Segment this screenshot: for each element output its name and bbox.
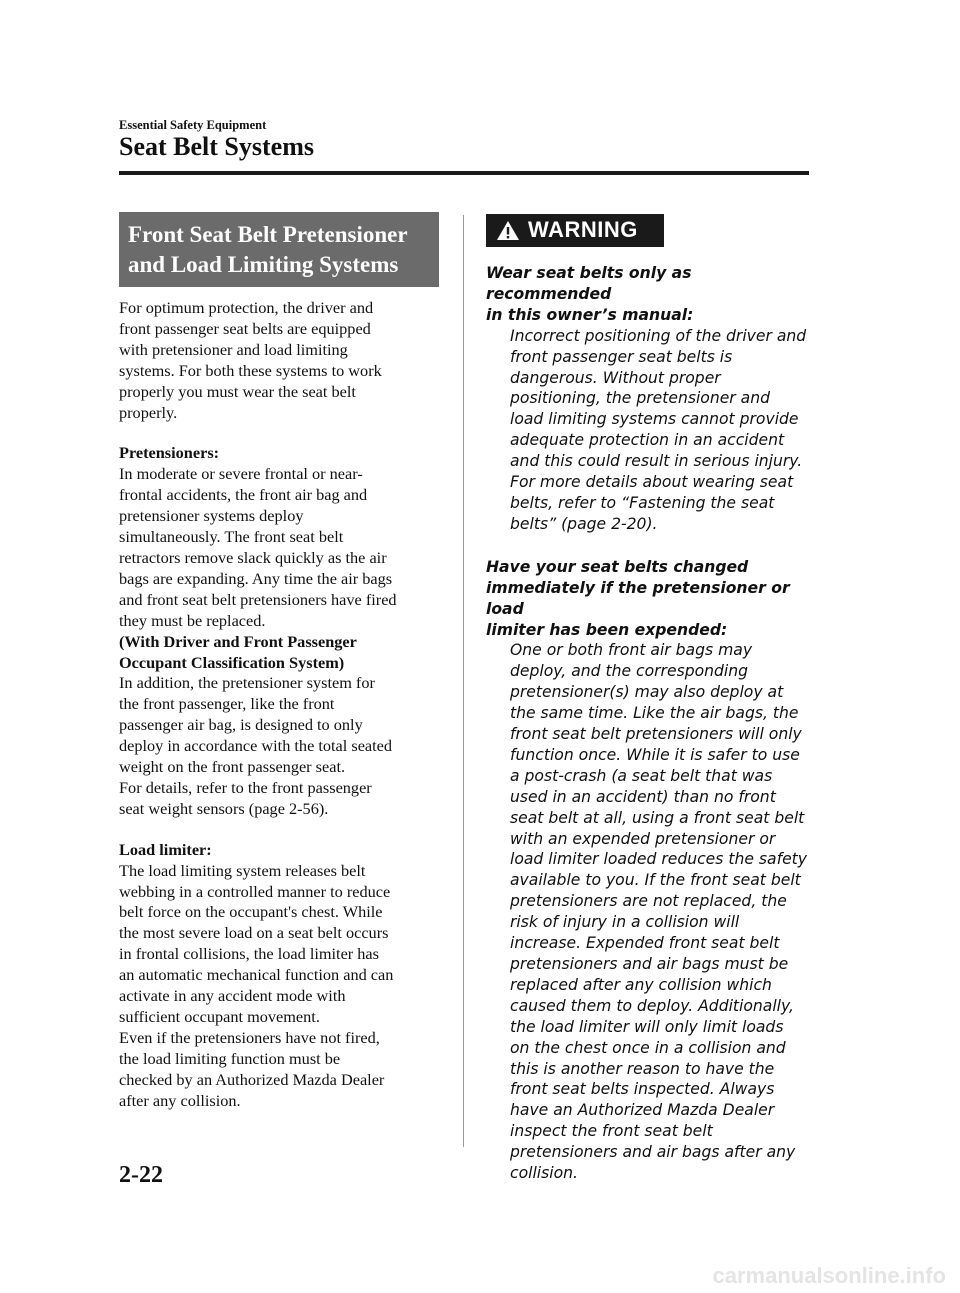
title-rule	[119, 171, 809, 175]
text-line: front passenger seat belts are equipped	[119, 318, 371, 338]
text-line: passenger air bag, is designed to only	[119, 715, 363, 735]
text-line: the most severe load on a seat belt occurs	[119, 923, 389, 943]
occupant-classification-heading: (With Driver and Front Passenger	[119, 631, 357, 651]
warning-text-line: the same time. Like the air bags, the	[510, 704, 799, 723]
text-line: webbing in a controlled manner to reduce	[119, 881, 391, 901]
text-line: seat weight sensors (page 2-56).	[119, 798, 329, 818]
warning-label: WARNING	[528, 217, 638, 243]
warning-badge	[486, 214, 664, 247]
column-divider	[463, 215, 464, 1147]
text-line: sufficient occupant movement.	[119, 1007, 320, 1026]
text-line: simultaneously. The front seat belt	[119, 527, 344, 547]
text-line: properly.	[119, 402, 178, 422]
warning-text-line: the load limiter will only limit loads	[510, 1017, 784, 1036]
warning-heading-line: Have your seat belts changed	[486, 557, 749, 576]
warning-text-line: increase. Expended front seat belt	[510, 934, 780, 953]
warning-text-line: used in an accident) than no front	[510, 787, 776, 806]
warning-text-line: deploy, and the corresponding	[510, 662, 749, 681]
warning-text-line: risk of injury in a collision will	[510, 913, 740, 932]
section-heading-line: and Load Limiting Systems	[128, 252, 399, 277]
text-line: an automatic mechanical function and can	[119, 965, 394, 985]
occupant-classification-heading: Occupant Classification System)	[119, 652, 345, 672]
load-limiter-heading: Load limiter:	[119, 839, 212, 859]
text-line: For details, refer to the front passenger	[119, 777, 372, 797]
text-line: deploy in accordance with the total seated	[119, 736, 393, 756]
warning-text-line: positioning, the pretensioner and	[510, 389, 771, 408]
warning-text-line: and this could result in serious injury.	[510, 452, 803, 471]
warning-text-line: seat belt at all, using a front seat belt	[510, 808, 805, 827]
text-line: The load limiting system releases belt	[119, 860, 366, 880]
text-line: Even if the pretensioners have not fired,	[119, 1027, 380, 1047]
text-line: bags are expanding. Any time the air bags	[119, 568, 393, 588]
page-number: 2-22	[119, 1162, 163, 1188]
text-line: with pretensioner and load limiting	[119, 339, 348, 359]
text-line: the load limiting function must be	[119, 1048, 341, 1068]
warning-text-line: belts, refer to “Fastening the seat	[510, 493, 775, 512]
text-line: systems. For both these systems to work	[119, 360, 382, 380]
section-heading	[119, 212, 439, 287]
warning-column	[486, 214, 816, 1184]
warning-text-line: load limiter loaded reduces the safety	[510, 850, 808, 869]
pretensioners-paragraph	[119, 464, 441, 631]
watermark: carmanualsonline.info	[712, 1263, 946, 1288]
warning-text-line: front passenger seat belts is	[510, 347, 733, 366]
warning-text-line: load limiting systems cannot provide	[510, 410, 799, 429]
warning-text-line: Incorrect positioning of the driver and	[510, 326, 807, 345]
warning-text-line: For more details about wearing seat	[510, 473, 794, 492]
warning-text-line: available to you. If the front seat belt	[510, 871, 801, 890]
text-line: In moderate or severe frontal or near-	[119, 464, 363, 484]
warning-heading-line: limiter has been expended:	[486, 620, 728, 639]
warning-text-line: pretensioner(s) may also deploy at	[510, 683, 784, 702]
text-line: In addition, the pretensioner system for	[119, 673, 375, 693]
load-limiter-paragraph	[119, 861, 441, 1112]
warning-text-line: a post-crash (a seat belt that was	[510, 766, 773, 785]
warning-text-line: function once. While it is safer to use	[510, 745, 800, 764]
intro-paragraph	[119, 298, 441, 423]
pretensioners-heading: Pretensioners:	[119, 443, 220, 463]
warning-text-line: caused them to deploy. Additionally,	[510, 996, 794, 1015]
warning-text-line: One or both front air bags may	[510, 641, 753, 660]
text-line: retractors remove slack quickly as the air	[119, 547, 387, 567]
text-line: in frontal collisions, the load limiter has	[119, 944, 379, 964]
text-line: after any collision.	[119, 1090, 241, 1110]
text-line: properly you must wear the seat belt	[119, 381, 356, 401]
text-line: and front seat belt pretensioners have fired	[119, 589, 397, 609]
warning-heading-line: in this owner’s manual:	[486, 305, 694, 324]
page-title: Seat Belt Systems	[119, 132, 314, 161]
warning-triangle-icon	[496, 220, 520, 241]
warning-heading-line: Wear seat belts only as recommended	[486, 264, 692, 303]
section-label: Essential Safety Equipment	[119, 118, 267, 132]
warning-item-2	[486, 557, 816, 1184]
left-column	[119, 212, 441, 1112]
text-line: pretensioner systems deploy	[119, 506, 304, 526]
text-line: checked by an Authorized Mazda Dealer	[119, 1069, 385, 1089]
text-line: weight on the front passenger seat.	[119, 757, 346, 777]
warning-text-line: inspect the front seat belt	[510, 1122, 713, 1141]
warning-text-line: replaced after any collision which	[510, 975, 772, 994]
text-line: the front passenger, like the front	[119, 694, 335, 714]
occupant-paragraph	[119, 673, 441, 819]
warning-text-line: adequate protection in an accident	[510, 431, 785, 450]
warning-heading-line: immediately if the pretensioner or load	[486, 578, 790, 618]
warning-text-line: belts” (page 2-20).	[510, 514, 658, 533]
warning-text-line: front seat belt pretensioners will only	[510, 725, 802, 744]
warning-text-line: this is another reason to have the	[510, 1059, 775, 1078]
warning-text-line: pretensioners are not replaced, the	[510, 892, 787, 911]
warning-text-line: have an Authorized Mazda Dealer	[510, 1101, 775, 1120]
warning-text-line: on the chest once in a collision and	[510, 1038, 786, 1057]
warning-text-line: collision.	[510, 1164, 578, 1183]
warning-text-line: with an expended pretensioner or	[510, 829, 776, 848]
text-line: frontal accidents, the front air bag and	[119, 485, 368, 505]
warning-item-1	[486, 263, 816, 535]
warning-text-line: pretensioners and air bags after any	[510, 1143, 796, 1162]
text-line: they must be replaced.	[119, 610, 266, 630]
warning-text-line: dangerous. Without proper	[510, 368, 721, 387]
section-heading-line: Front Seat Belt Pretensioner	[128, 222, 408, 247]
text-line: For optimum protection, the driver and	[119, 298, 374, 317]
warning-text-line: pretensioners and air bags must be	[510, 955, 789, 973]
text-line: activate in any accident mode with	[119, 986, 346, 1006]
text-line: belt force on the occupant's chest. While	[119, 902, 383, 922]
warning-text-line: front seat belts inspected. Always	[510, 1080, 775, 1099]
